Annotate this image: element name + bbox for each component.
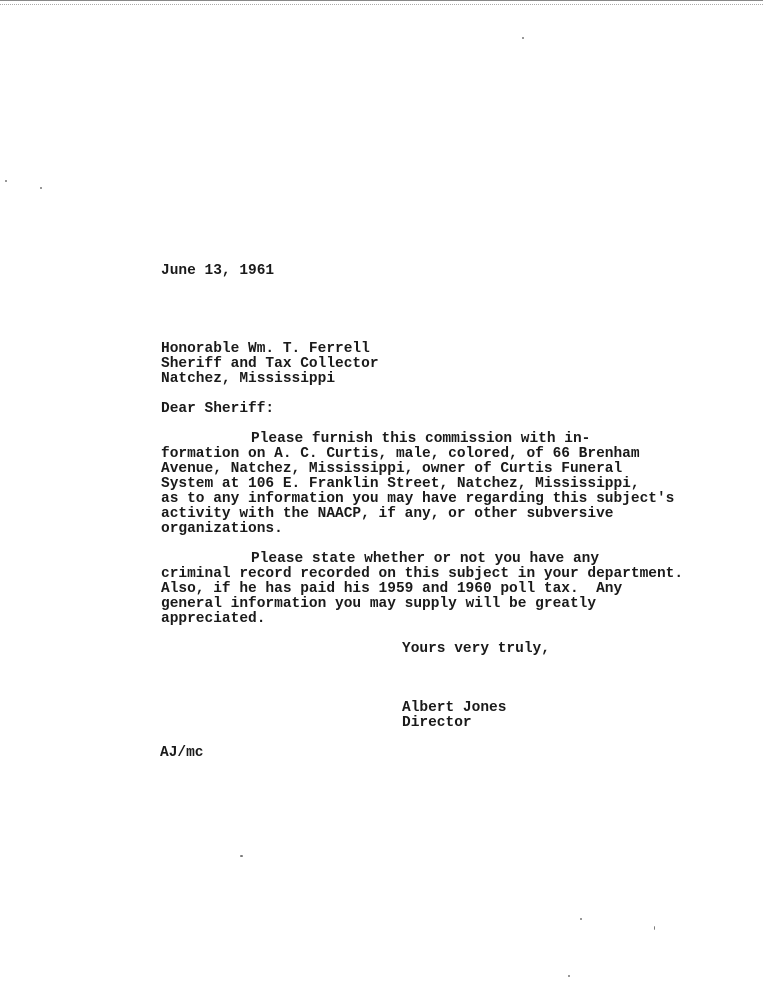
closing: Yours very truly,: [402, 641, 550, 657]
letter-date: June 13, 1961: [161, 263, 275, 279]
paragraph1-line: System at 106 E. Franklin Street, Natchez, Mississippi,: [161, 476, 640, 492]
salutation: Dear Sheriff:: [161, 401, 275, 417]
paragraph2-line: general information you may supply will be greatly: [161, 596, 597, 612]
recipient-line: Honorable Wm. T. Ferrell: [161, 341, 370, 357]
scan-speck: [654, 926, 655, 930]
paragraph1-line: as to any information you may have regarding this subject's: [161, 491, 675, 507]
paragraph2-line: criminal record recorded on this subject in your department.: [161, 566, 684, 582]
signer-title: Director: [402, 715, 472, 731]
paragraph1-line: Please furnish this commission with in-: [251, 431, 591, 447]
paragraph2-line: appreciated.: [161, 611, 266, 627]
paragraph1-line: formation on A. C. Curtis, male, colored, of 66 Brenham: [161, 446, 640, 462]
scan-top-edge: [0, 0, 763, 5]
paragraph2-line: Also, if he has paid his 1959 and 1960 poll tax. Any: [161, 581, 623, 597]
scan-speck: [240, 855, 243, 857]
paragraph1-line: Avenue, Natchez, Mississippi, owner of Curtis Funeral: [161, 461, 623, 477]
recipient-line: Natchez, Mississippi: [161, 371, 336, 387]
signer-name: Albert Jones: [402, 700, 507, 716]
scan-speck: [522, 37, 524, 39]
typist-initials: AJ/mc: [160, 745, 204, 761]
scan-speck: [5, 180, 7, 182]
scan-speck: [40, 187, 42, 189]
paragraph1-line: organizations.: [161, 521, 283, 537]
scan-speck: [568, 975, 570, 977]
recipient-line: Sheriff and Tax Collector: [161, 356, 379, 372]
scan-speck: [580, 918, 582, 920]
paragraph2-line: Please state whether or not you have any: [251, 551, 600, 567]
paragraph1-line: activity with the NAACP, if any, or other subversive: [161, 506, 614, 522]
